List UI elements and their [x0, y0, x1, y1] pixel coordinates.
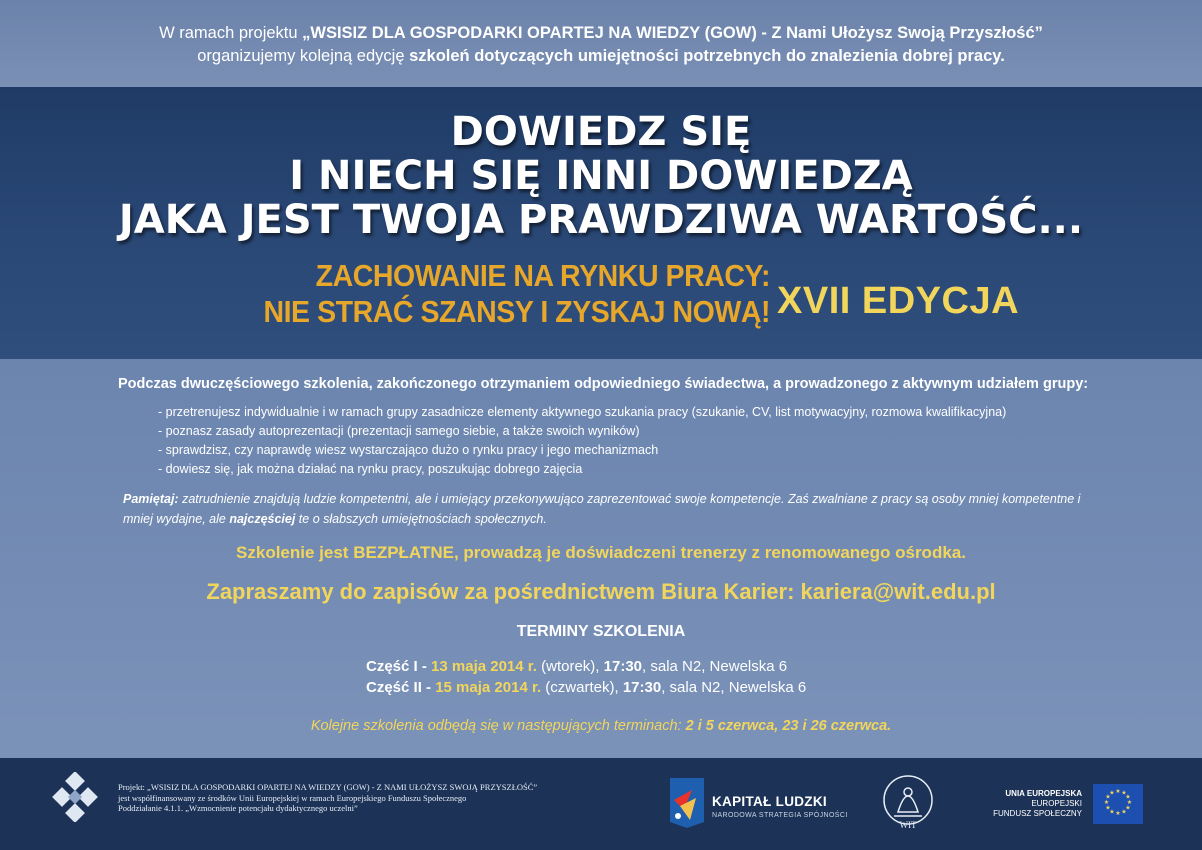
- project-logo-icon: [46, 772, 104, 822]
- main-headline: [0, 110, 1202, 242]
- svg-text:★: ★: [1105, 804, 1111, 812]
- part2-time: 17:30: [622, 679, 662, 696]
- eu-flag-icon: [1093, 784, 1143, 824]
- free-suffix: , prowadzą je doświadczeni trenerzy z renomowanego ośrodka.: [453, 543, 966, 562]
- svg-text:★: ★: [1103, 799, 1110, 806]
- kapital-ludzki-logo-icon: [666, 776, 708, 830]
- wit-logo-icon: [876, 772, 940, 832]
- kapital-ludzki-title: KAPITAŁ LUDZKI: [712, 794, 827, 809]
- svg-text:★: ★: [1126, 799, 1133, 806]
- next-dates: 2 i 5 czerwca, 23 i 26 czerwca.: [685, 718, 892, 734]
- headline-line2: I NIECH SIĘ INNI DOWIEDZĄ: [289, 153, 913, 199]
- part1-date: 13 maja 2014 r.: [431, 658, 537, 675]
- edition-label: XVII EDYCJA: [777, 280, 1020, 322]
- intro-line2-prefix: organizujemy kolejną edycję: [197, 47, 410, 65]
- svg-text:★: ★: [1115, 788, 1121, 795]
- intro-line1-prefix: W ramach projektu: [159, 24, 303, 42]
- svg-text:★: ★: [1109, 789, 1115, 797]
- next-prefix: Kolejne szkolenia odbędą się w następujących terminach:: [310, 718, 686, 734]
- remember-emphasis: najczęściej: [229, 512, 296, 526]
- part1-time: 17:30: [603, 658, 643, 675]
- training-topic: szkoleń dotyczących umiejętności potrzebnych do znalezienia dobrej pracy.: [409, 47, 1005, 65]
- project-name: „WSISIZ DLA GOSPODARKI OPARTEJ NA WIEDZY (GOW) - Z Nami Ułożysz Swoją Przyszłość”: [302, 24, 1043, 42]
- part2-label: Część II -: [366, 679, 432, 696]
- free-bold: BEZPŁATNE: [353, 543, 454, 562]
- part1-day: (wtorek),: [536, 658, 604, 675]
- svg-text:★: ★: [1109, 808, 1115, 816]
- remember-label: Pamiętaj:: [123, 492, 179, 506]
- schedule-part2: [366, 677, 926, 698]
- list-item: - przetrenujesz indywidualnie i w ramach grupy zasadnicze elementy aktywnego szukania pracy (szukanie, CV, list motywacyjny, rozmowa kwalifikacyjna): [158, 403, 1078, 422]
- wit-label: WIT: [899, 820, 917, 830]
- training-intro: Podczas dwuczęściowego szkolenia, zakończonego otrzymaniem odpowiedniego świadectwa, a prowadzonego z aktywnym udziałem grupy:: [118, 376, 1089, 392]
- eu-line3: FUNDUSZ SPOŁECZNY: [993, 809, 1082, 818]
- part2-day: (czwartek),: [541, 679, 623, 696]
- remember-text-end: te o słabszych umiejętnościach społecznych.: [295, 512, 547, 526]
- footer-line3: Poddziałanie 4.1.1. „Wzmocnienie potencjału dydaktycznego uczelni”: [118, 803, 358, 813]
- remember-text: zatrudnienie znajdują ludzie kompetentni, ale i umiejący przekonywująco zaprezentować swoje kompetencje. Zaś zwalniane z pracy są osoby mniej kompetentne i mniej wydajne, ale: [123, 492, 1081, 526]
- benefits-list: [158, 403, 1078, 479]
- footer-line2: jest współfinansowany ze środków Unii Europejskiej w ramach Europejskiego Funduszu Społecznego: [118, 792, 467, 803]
- svg-text:★: ★: [1105, 793, 1111, 801]
- schedule-title: TERMINY SZKOLENIA: [516, 623, 686, 640]
- eu-line2: EUROPEJSKI: [1031, 799, 1082, 808]
- part1-place: , sala N2, Newelska 6: [642, 658, 788, 675]
- free-prefix: Szkolenie jest: [236, 543, 354, 562]
- part2-date: 15 maja 2014 r.: [435, 679, 542, 696]
- eu-line1: UNIA EUROPEJSKA: [1005, 789, 1082, 798]
- headline-line1: DOWIEDZ SIĘ: [450, 109, 752, 155]
- svg-text:★: ★: [1125, 804, 1131, 812]
- project-intro: [0, 0, 1202, 87]
- training-title-line2: NIE STRAĆ SZANSY I ZYSKAJ NOWĄ!: [263, 294, 770, 329]
- training-title-line1: ZACHOWANIE NA RYNKU PRACY:: [315, 258, 770, 293]
- part1-label: Część I -: [366, 658, 427, 675]
- project-intro-line2: [0, 45, 1202, 68]
- footer-project-info: [118, 782, 638, 814]
- kapital-ludzki-subtitle: NARODOWA STRATEGIA SPÓJNOŚCI: [712, 812, 848, 819]
- svg-text:★: ★: [1121, 808, 1127, 816]
- svg-text:★: ★: [1115, 810, 1121, 817]
- schedule: [366, 656, 926, 698]
- training-title: [200, 258, 770, 330]
- project-intro-line1: [0, 22, 1202, 45]
- part2-place: , sala N2, Newelska 6: [661, 679, 807, 696]
- list-item: - dowiesz się, jak można działać na rynku pracy, poszukując dobrego zajęcia: [158, 460, 1078, 479]
- footer-line1: Projekt: „WSISIZ DLA GOSPODARKI OPARTEJ NA WIEDZY (GOW) - Z NAMI UŁOŻYSZ SWOJĄ PRZYSZŁOŚĆ”: [118, 782, 538, 792]
- schedule-part1: [366, 656, 926, 677]
- registration-invite: Zapraszamy do zapisów za pośrednictwem Biura Karier: kariera@wit.edu.pl: [206, 579, 996, 604]
- list-item: - poznasz zasady autoprezentacji (prezentacji samego siebie, a także swoich wyników): [158, 422, 1078, 441]
- list-item: - sprawdzisz, czy naprawdę wiesz wystarczająco dużo o rynku pracy i jego mechanizmach: [158, 441, 1078, 460]
- headline-line3: JAKA JEST TWOJA PRAWDZIWA WARTOŚĆ...: [118, 197, 1084, 243]
- next-sessions: [0, 718, 1202, 734]
- eu-label: [966, 789, 1082, 819]
- free-training-note: [0, 543, 1202, 563]
- svg-text:★: ★: [1125, 793, 1131, 801]
- remember-note: [123, 489, 1103, 529]
- svg-text:★: ★: [1121, 789, 1127, 797]
